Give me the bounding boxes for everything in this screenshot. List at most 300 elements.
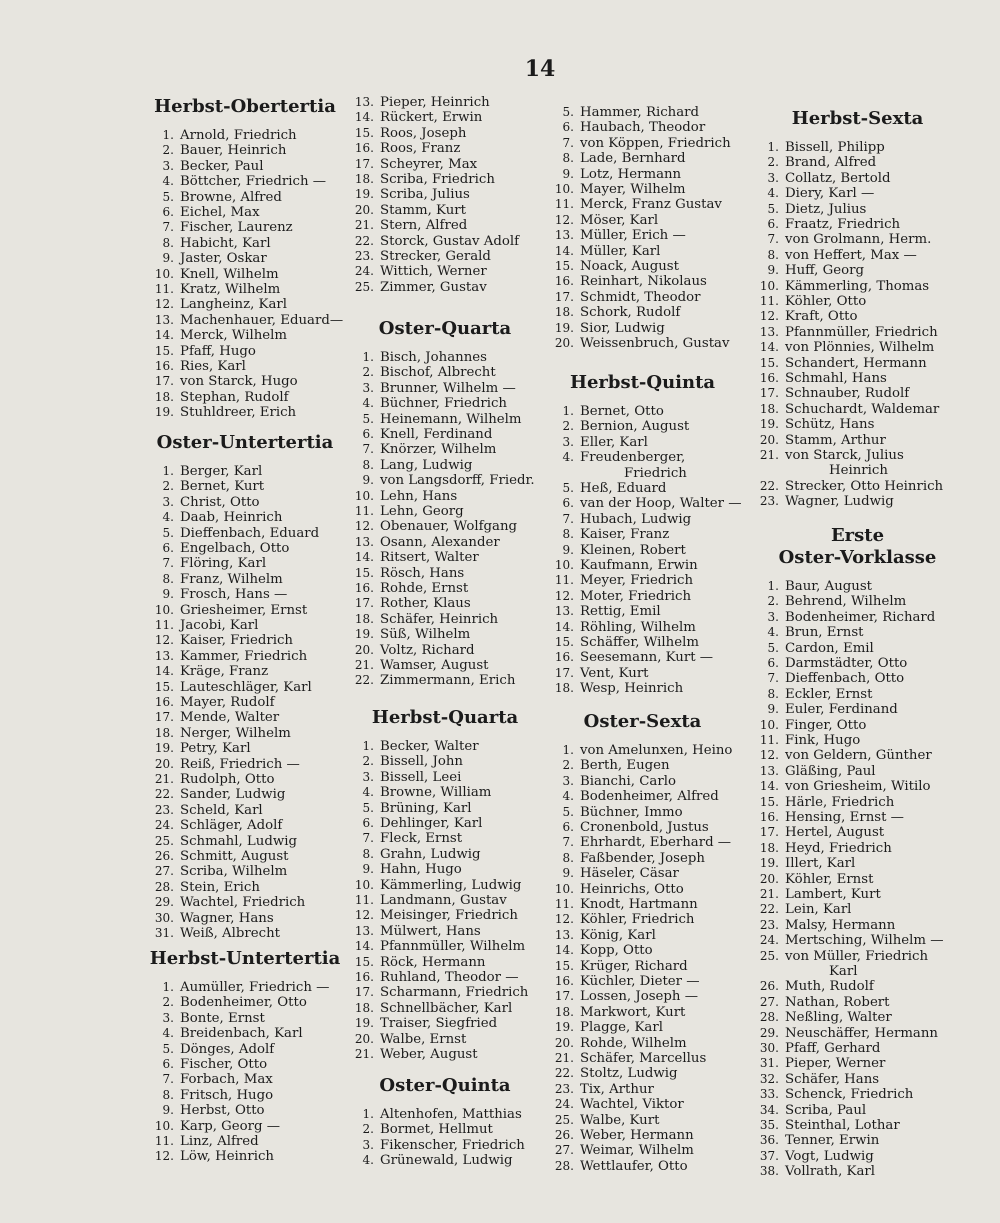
entry-name: Bonte, Ernst xyxy=(180,1010,265,1026)
entry-number: 11. xyxy=(759,733,779,747)
entry-name: Hertel, August xyxy=(785,825,885,841)
entry-number: 13. xyxy=(354,923,374,938)
entry-name: von Plönnies, Wilhelm xyxy=(785,340,935,356)
entry-name: Bischof, Albrecht xyxy=(380,365,496,381)
list-item xyxy=(140,390,289,405)
entry-name: Voltz, Richard xyxy=(380,642,475,658)
list-item xyxy=(745,964,857,979)
entry-name: von Grolmann, Herm. xyxy=(785,232,932,248)
entry-name: Heinemann, Wilhelm xyxy=(380,411,522,427)
entry-name: Schmitt, August xyxy=(180,849,289,864)
entry-number: 18. xyxy=(554,305,574,320)
entry-number: 10. xyxy=(554,182,574,196)
list-item xyxy=(540,527,669,542)
entry-number: 31. xyxy=(154,926,174,940)
entry-name: Bissell, Leei xyxy=(380,769,462,785)
entry-name: Ehrhardt, Eberhard — xyxy=(580,835,732,851)
list-item xyxy=(140,405,296,420)
entry-name: Langheinz, Karl xyxy=(180,297,288,313)
list-item xyxy=(340,1153,513,1168)
list-item xyxy=(745,325,938,340)
entry-number: 14. xyxy=(154,328,174,343)
entry-name: Machenhauer, Eduard— xyxy=(180,312,344,328)
entry-number: 21. xyxy=(759,448,779,462)
entry-name: Petry, Karl xyxy=(180,741,251,757)
entry-name: Bianchi, Carlo xyxy=(580,773,676,789)
entry-name: Berth, Eugen xyxy=(580,758,670,774)
entry-name: Schuchardt, Waldemar xyxy=(785,401,940,417)
entry-name: Weissenbruch, Gustav xyxy=(580,336,730,351)
entry-name: Heyd, Friedrich xyxy=(785,840,892,856)
list-item xyxy=(540,897,698,912)
list-item xyxy=(140,1042,274,1057)
entry-name: Wesp, Heinrich xyxy=(580,681,684,697)
entry-number: 6. xyxy=(362,816,374,830)
entry-name: Schäfer, Hans xyxy=(785,1071,880,1087)
entry-name: Neuschäffer, Hermann xyxy=(785,1025,938,1041)
entry-number: 7. xyxy=(162,556,174,571)
entry-name: Arnold, Friedrich xyxy=(180,128,297,143)
entry-name: Becker, Paul xyxy=(180,158,264,174)
entry-number: 9. xyxy=(162,587,174,602)
list-item xyxy=(745,433,886,448)
entry-name: Heß, Eduard xyxy=(580,481,667,496)
entry-number: 5. xyxy=(362,800,374,815)
entry-name: Kaiser, Franz xyxy=(580,527,670,543)
list-item xyxy=(340,365,496,380)
entry-name: Franz, Wilhelm xyxy=(180,571,283,587)
list-item xyxy=(340,831,462,846)
entry-name: Kleinen, Robert xyxy=(580,542,686,558)
entry-name: König, Karl xyxy=(580,927,656,943)
entry-name: Scriba, Wilhelm xyxy=(180,864,288,880)
list-item xyxy=(745,356,927,371)
list-item xyxy=(140,526,319,541)
list-item xyxy=(540,543,686,558)
entry-number: 13. xyxy=(554,228,574,243)
entry-name: von Starck, Hugo xyxy=(180,374,298,390)
list-item xyxy=(140,313,343,328)
entry-name: Röhling, Wilhelm xyxy=(580,619,696,635)
list-item xyxy=(140,664,268,679)
entry-number: 8. xyxy=(562,151,574,166)
entry-name: Schandert, Hermann xyxy=(785,355,927,371)
entry-name: Baur, August xyxy=(785,579,873,594)
entry-name: Kaiser, Friedrich xyxy=(180,633,293,649)
entry-name: von Griesheim, Witilo xyxy=(785,779,931,795)
entry-number: 8. xyxy=(162,571,174,586)
entry-number: 12. xyxy=(154,297,174,312)
list-item xyxy=(540,743,732,758)
entry-name: Schmahl, Hans xyxy=(785,371,887,386)
entry-name: Faßbender, Joseph xyxy=(580,850,705,866)
entry-number: 17. xyxy=(154,374,174,389)
entry-name: Berger, Karl xyxy=(180,464,263,479)
entry-number: 3. xyxy=(562,434,574,449)
entry-name: Muth, Rudolf xyxy=(785,979,874,995)
entry-name: Freudenberger, xyxy=(580,450,686,466)
entry-number: 2. xyxy=(562,419,574,434)
entry-number: 13. xyxy=(354,95,374,109)
list-item xyxy=(140,174,326,189)
entry-number: 8. xyxy=(767,247,779,262)
entry-number: 35. xyxy=(759,1118,779,1132)
entry-number: 14. xyxy=(759,340,779,355)
list-item xyxy=(140,495,260,510)
entry-number: 21. xyxy=(354,1047,374,1061)
entry-number: 28. xyxy=(554,1158,574,1173)
list-item xyxy=(745,656,907,671)
entry-name: Tenner, Erwin xyxy=(785,1133,880,1149)
entry-number: 26. xyxy=(554,1128,574,1142)
entry-number: 10. xyxy=(154,1118,174,1133)
entry-name: Vollrath, Karl xyxy=(785,1164,876,1180)
entry-name: Pfaff, Gerhard xyxy=(785,1041,881,1056)
entry-number: 3. xyxy=(767,170,779,185)
list-item xyxy=(745,248,917,263)
entry-name: Cronenbold, Justus xyxy=(580,820,709,835)
list-item xyxy=(540,336,729,351)
list-item xyxy=(745,202,866,217)
list-item xyxy=(540,274,707,289)
section-heading xyxy=(140,948,350,970)
entry-number: 22. xyxy=(354,673,374,688)
list-item xyxy=(745,309,858,324)
list-item xyxy=(540,182,686,197)
entry-number: 22. xyxy=(354,233,374,248)
entry-name: Müller, Erich — xyxy=(580,228,686,244)
list-item xyxy=(745,579,872,594)
entry-number: 6. xyxy=(562,496,574,511)
list-item xyxy=(340,1032,466,1047)
entry-name: Wachtel, Friedrich xyxy=(180,895,306,911)
entry-name: Stein, Erich xyxy=(180,879,260,895)
entry-name: Diery, Karl — xyxy=(785,186,875,202)
list-item xyxy=(540,1020,663,1035)
entry-number: 1. xyxy=(362,739,374,753)
entry-number: 31. xyxy=(759,1056,779,1071)
list-item xyxy=(540,1066,678,1081)
entry-number: 7. xyxy=(767,671,779,686)
entry-name: Müller, Karl xyxy=(580,243,661,259)
entry-name: Brüning, Karl xyxy=(380,800,472,816)
entry-number: 6. xyxy=(562,120,574,135)
list-item xyxy=(140,220,293,235)
list-item xyxy=(540,635,699,650)
entry-number: 15. xyxy=(759,794,779,809)
entry-name: Bodenheimer, Alfred xyxy=(580,789,719,805)
entry-number: 8. xyxy=(767,686,779,701)
entry-number: 17. xyxy=(554,989,574,1004)
list-item xyxy=(540,136,731,151)
list-item xyxy=(340,427,492,442)
entry-name: Kaufmann, Erwin xyxy=(580,558,698,573)
entry-name: Friedrich xyxy=(624,465,687,481)
entry-name: Fischer, Laurenz xyxy=(180,220,293,236)
entry-number: 4. xyxy=(562,789,574,804)
entry-number: 9. xyxy=(362,862,374,877)
entry-name: Löw, Heinrich xyxy=(180,1149,274,1165)
entry-name: Scriba, Julius xyxy=(380,187,470,203)
entry-number: 17. xyxy=(154,710,174,725)
entry-name: Stamm, Kurt xyxy=(380,202,466,218)
entry-number: 23. xyxy=(759,917,779,932)
list-item xyxy=(340,955,485,970)
section-heading-line: Herbst-Obertertia xyxy=(154,96,336,117)
entry-number: 5. xyxy=(162,1041,174,1056)
entry-number: 12. xyxy=(554,912,574,927)
entry-name: Kraft, Otto xyxy=(785,309,858,325)
list-item xyxy=(340,535,500,550)
entry-name: Becker, Walter xyxy=(380,739,479,754)
list-item xyxy=(340,172,495,187)
list-item xyxy=(140,479,264,494)
list-item xyxy=(140,1057,267,1072)
list-item xyxy=(340,627,470,642)
entry-name: Eller, Karl xyxy=(580,434,648,450)
entry-name: Kämmerling, Ludwig xyxy=(380,877,522,893)
section-heading-line: Oster-Vorklasse xyxy=(778,547,937,568)
entry-name: Merck, Wilhelm xyxy=(180,328,288,344)
entry-number: 6. xyxy=(562,820,574,834)
list-item xyxy=(140,787,285,802)
entry-number: 23. xyxy=(759,494,779,509)
entry-number: 8. xyxy=(562,850,574,865)
list-item xyxy=(140,541,289,556)
entry-name: Fikenscher, Friedrich xyxy=(380,1137,525,1153)
entry-number: 21. xyxy=(759,887,779,901)
entry-name: Jaster, Oskar xyxy=(180,251,267,267)
list-item xyxy=(540,321,665,336)
entry-name: Weber, Hermann xyxy=(580,1128,694,1143)
entry-number: 5. xyxy=(767,201,779,216)
list-item xyxy=(340,95,490,110)
entry-name: Daab, Heinrich xyxy=(180,510,283,526)
list-item xyxy=(745,1164,875,1179)
entry-number: 16. xyxy=(354,581,374,595)
entry-number: 7. xyxy=(767,232,779,247)
list-item xyxy=(340,187,470,202)
list-item xyxy=(745,856,855,871)
list-item xyxy=(745,979,874,994)
entry-name: Strecker, Otto Heinrich xyxy=(785,478,944,494)
list-item xyxy=(340,1016,497,1031)
entry-name: Köhler, Friedrich xyxy=(580,912,695,928)
list-item xyxy=(540,496,742,511)
entry-number: 2. xyxy=(562,758,574,773)
list-item xyxy=(540,167,681,182)
list-item xyxy=(745,448,904,463)
entry-name: Scheyrer, Max xyxy=(380,156,478,172)
entry-name: Tix, Arthur xyxy=(580,1081,654,1097)
list-item xyxy=(540,1005,685,1020)
entry-name: Dietz, Julius xyxy=(785,201,867,217)
list-item xyxy=(140,1119,280,1134)
entry-number: 1. xyxy=(162,464,174,478)
entry-name: Grünewald, Ludwig xyxy=(380,1153,513,1169)
list-item xyxy=(745,1072,879,1087)
entry-name: Härle, Friedrich xyxy=(785,794,895,810)
entry-number: 10. xyxy=(759,278,779,293)
entry-number: 14. xyxy=(154,664,174,679)
entry-name: Cardon, Emil xyxy=(785,640,874,656)
entry-name: Bernet, Otto xyxy=(580,404,664,419)
entry-number: 15. xyxy=(554,259,574,273)
list-item xyxy=(340,596,471,611)
entry-number: 1. xyxy=(162,980,174,994)
entry-number: 28. xyxy=(759,1010,779,1025)
entry-number: 14. xyxy=(354,550,374,565)
entry-number: 9. xyxy=(362,473,374,488)
entry-name: Hahn, Hugo xyxy=(380,862,462,878)
list-item xyxy=(340,816,482,831)
entry-number: 12. xyxy=(154,633,174,648)
list-item xyxy=(745,1118,900,1133)
entry-number: 2. xyxy=(162,995,174,1010)
entry-name: Schmahl, Ludwig xyxy=(180,833,297,849)
entry-name: Vent, Kurt xyxy=(580,665,649,681)
entry-number: 15. xyxy=(354,565,374,580)
entry-number: 18. xyxy=(154,389,174,404)
list-item xyxy=(540,666,649,681)
entry-number: 8. xyxy=(362,457,374,472)
entry-name: von Starck, Julius xyxy=(785,448,904,463)
list-item xyxy=(140,726,291,741)
entry-number: 7. xyxy=(162,220,174,235)
entry-number: 9. xyxy=(767,702,779,717)
list-item xyxy=(140,1011,265,1026)
entry-name: Haubach, Theodor xyxy=(580,120,706,136)
list-item xyxy=(340,504,464,519)
entry-name: Landmann, Gustav xyxy=(380,893,507,908)
entry-name: Walbe, Kurt xyxy=(580,1112,660,1128)
entry-name: Schläger, Adolf xyxy=(180,818,283,834)
entry-name: Schäfer, Marcellus xyxy=(580,1051,707,1066)
list-item xyxy=(745,872,873,887)
entry-number: 11. xyxy=(554,897,574,911)
list-item xyxy=(540,866,679,881)
entry-number: 27. xyxy=(154,864,174,879)
entry-number: 37. xyxy=(759,1148,779,1163)
entry-name: Lehn, Hans xyxy=(380,488,458,504)
list-item xyxy=(340,739,479,754)
entry-name: Schnauber, Rudolf xyxy=(785,386,910,402)
list-item xyxy=(140,834,297,849)
entry-name: Lehn, Georg xyxy=(380,504,464,519)
list-item xyxy=(540,197,722,212)
entry-name: Rohde, Wilhelm xyxy=(580,1035,687,1051)
entry-name: Böttcher, Friedrich — xyxy=(180,174,327,190)
list-item xyxy=(745,140,885,155)
entry-number: 3. xyxy=(362,1137,374,1152)
entry-number: 17. xyxy=(554,665,574,680)
entry-number: 15. xyxy=(759,355,779,370)
entry-number: 6. xyxy=(767,656,779,670)
entry-name: Zimmermann, Erich xyxy=(380,673,516,689)
section-heading xyxy=(540,711,745,733)
list-item xyxy=(140,190,282,205)
list-item xyxy=(140,1103,265,1118)
list-item xyxy=(140,205,260,220)
entry-name: Bisch, Johannes xyxy=(380,350,487,365)
entry-name: Stoltz, Ludwig xyxy=(580,1066,678,1082)
entry-number: 14. xyxy=(554,243,574,258)
section-heading xyxy=(745,525,970,569)
entry-name: Forbach, Max xyxy=(180,1072,273,1088)
entry-name: Lang, Ludwig xyxy=(380,457,473,473)
list-item xyxy=(540,305,680,320)
entry-number: 13. xyxy=(354,534,374,549)
entry-name: Flöring, Karl xyxy=(180,556,267,572)
entry-number: 4. xyxy=(162,174,174,189)
entry-number: 25. xyxy=(554,1112,574,1127)
entry-name: Pieper, Heinrich xyxy=(380,95,490,110)
entry-number: 33. xyxy=(759,1087,779,1102)
entry-name: Süß, Wilhelm xyxy=(380,627,471,643)
entry-number: 6. xyxy=(162,541,174,555)
entry-name: Dehlinger, Karl xyxy=(380,816,483,831)
list-item xyxy=(745,1087,913,1102)
entry-number: 12. xyxy=(354,519,374,534)
list-item xyxy=(140,464,262,479)
entry-name: Pfannmüller, Friedrich xyxy=(785,324,938,340)
entry-number: 18. xyxy=(554,1004,574,1019)
list-item xyxy=(540,974,700,989)
list-item xyxy=(340,264,487,279)
entry-name: von Heffert, Max — xyxy=(785,247,917,263)
entry-number: 11. xyxy=(554,573,574,588)
list-item xyxy=(140,359,246,374)
list-item xyxy=(140,328,287,343)
entry-number: 6. xyxy=(162,205,174,219)
entry-number: 19. xyxy=(759,856,779,871)
entry-number: 22. xyxy=(759,902,779,917)
list-item xyxy=(745,625,864,640)
entry-number: 22. xyxy=(554,1066,574,1081)
entry-number: 27. xyxy=(554,1143,574,1158)
entry-number: 9. xyxy=(767,263,779,278)
list-item xyxy=(340,612,498,627)
entry-number: 19. xyxy=(154,741,174,756)
list-item xyxy=(540,404,664,419)
list-item xyxy=(340,1107,522,1122)
list-item xyxy=(540,573,693,588)
list-item xyxy=(540,943,653,958)
entry-name: Browne, William xyxy=(380,785,492,801)
entry-name: Lotz, Hermann xyxy=(580,166,682,182)
entry-number: 20. xyxy=(759,432,779,447)
entry-name: Stephan, Rudolf xyxy=(180,389,289,405)
entry-name: Scharmann, Friedrich xyxy=(380,985,529,1001)
entry-name: Lambert, Kurt xyxy=(785,887,881,902)
list-item xyxy=(340,203,466,218)
entry-name: Scriba, Friedrich xyxy=(380,172,495,187)
list-item xyxy=(745,933,944,948)
list-item xyxy=(540,259,679,274)
list-item xyxy=(745,186,874,201)
entry-name: Noack, August xyxy=(580,259,679,274)
list-item xyxy=(745,841,892,856)
list-item xyxy=(745,340,934,355)
entry-number: 4. xyxy=(362,1153,374,1168)
entry-number: 7. xyxy=(162,1072,174,1087)
entry-name: Weber, August xyxy=(380,1047,478,1062)
entry-number: 24. xyxy=(554,1097,574,1112)
entry-number: 24. xyxy=(759,933,779,948)
list-item xyxy=(140,572,283,587)
list-item xyxy=(745,279,929,294)
list-item xyxy=(340,643,475,658)
